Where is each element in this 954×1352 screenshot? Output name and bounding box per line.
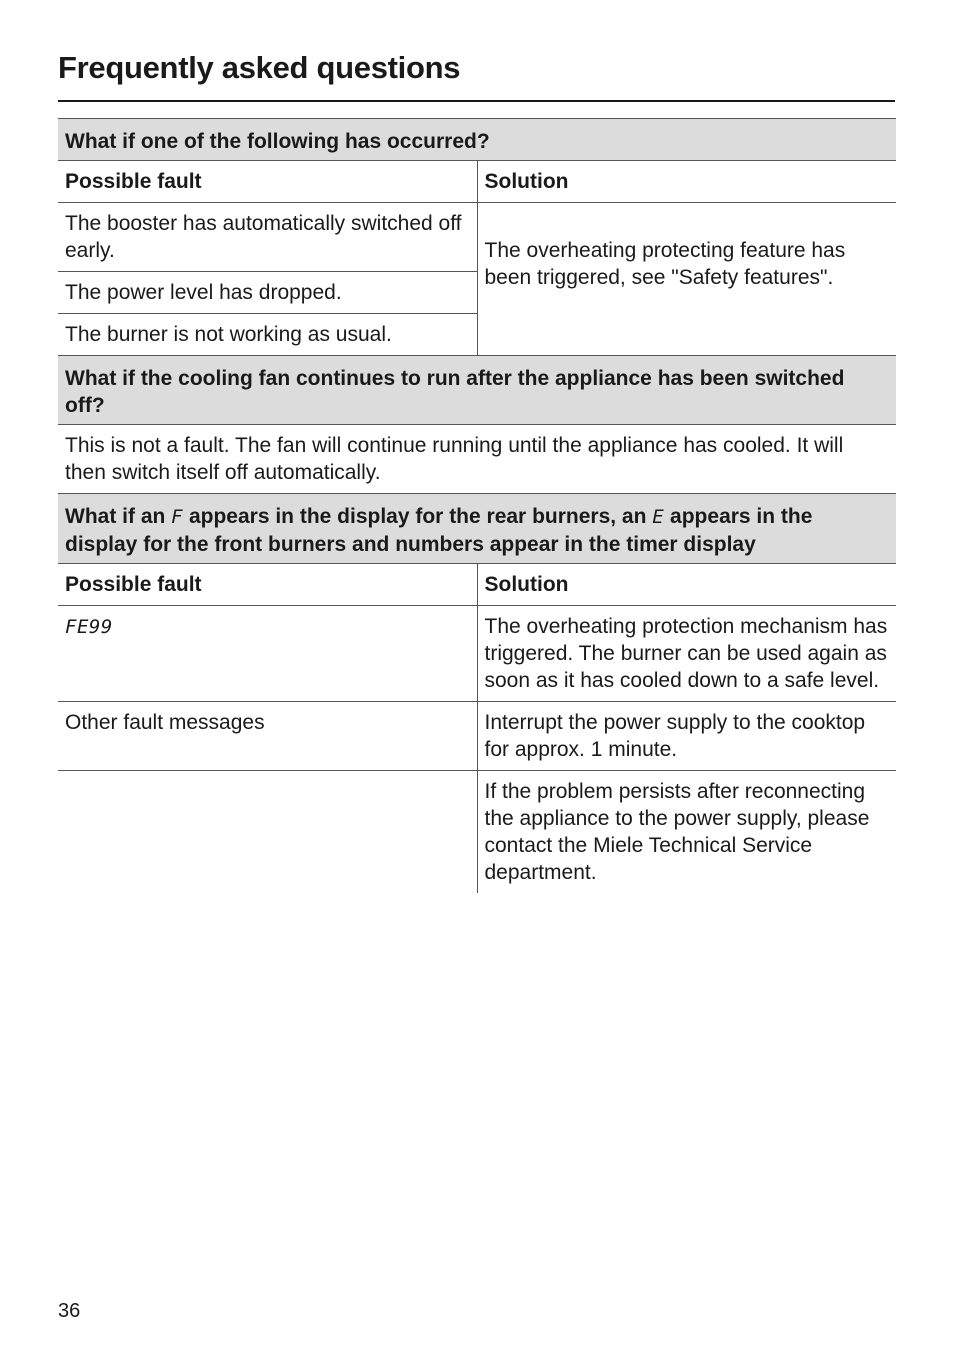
column-header-solution: Solution: [477, 564, 896, 606]
question-text: appears in the display for the front burners and numbers appear in the timer display: [65, 505, 813, 556]
table-row: [58, 203, 896, 272]
question-occurred: What if one of the following has occurred?: [58, 119, 896, 161]
solution-text: The overheating protecting feature has been triggered, see "Safety features".: [484, 239, 846, 289]
table-row: [58, 425, 896, 494]
fault-cell: The booster has automatically switched off early.: [58, 203, 477, 272]
question-display-codes: [58, 494, 896, 564]
table-row: [58, 606, 896, 702]
answer-cell: This is not a fault. The fan will continue running until the appliance has cooled. It will then switch itself off automatically.: [58, 425, 896, 494]
display-glyph-f: F: [171, 506, 184, 528]
solution-cell: The overheating protection mechanism has triggered. The burner can be used again as soon as it has cooled down to a safe level.: [477, 606, 896, 702]
question-cooling-fan: What if the cooling fan continues to run after the appliance has been switched off?: [58, 356, 896, 425]
header-row: [58, 161, 896, 203]
question-text: What if an: [65, 505, 172, 528]
header-row: [58, 564, 896, 606]
solution-cell: [477, 203, 896, 356]
fault-code-display: FE99: [65, 616, 113, 638]
column-header-solution: Solution: [477, 161, 896, 203]
solution-cell: If the problem persists after reconnecting the appliance to the power supply, please contact the Miele Technical Service department.: [484, 780, 870, 884]
question-row: [58, 356, 896, 425]
display-glyph-e: E: [652, 506, 665, 528]
question-text: appears in the display for the rear burners, an: [183, 505, 653, 528]
fault-cell: The power level has dropped.: [58, 272, 477, 314]
fault-cell: [58, 771, 477, 894]
question-row: [58, 494, 896, 564]
table-row: [58, 771, 896, 894]
page-title: Frequently asked questions: [58, 50, 461, 85]
title-divider: [58, 100, 895, 102]
solution-cell: Interrupt the power supply to the cooktop for approx. 1 minute.: [477, 702, 896, 771]
fault-cell: [58, 606, 477, 702]
column-header-fault: Possible fault: [58, 161, 477, 203]
fault-cell: The burner is not working as usual.: [58, 314, 477, 356]
question-row: [58, 119, 896, 161]
column-header-fault: Possible fault: [58, 564, 477, 606]
page-number: 36: [58, 1300, 81, 1322]
table-row: [58, 702, 896, 771]
fault-cell: Other fault messages: [58, 702, 477, 771]
faq-table: [58, 118, 896, 893]
